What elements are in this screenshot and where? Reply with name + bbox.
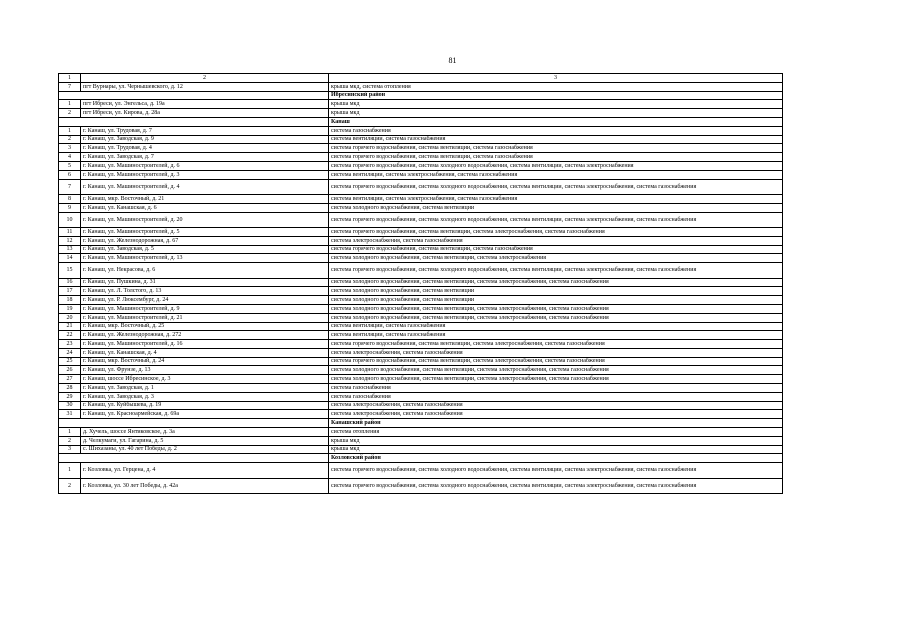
row-address: г. Канаш, ул. Заводская, д. 5 [81,245,329,254]
table-row [59,170,783,179]
data-table [58,73,783,494]
row-systems: крыша мкд [329,445,783,454]
row-systems: система горячего водоснабжения, система вентиляции, система газоснабжения [329,153,783,162]
row-number: 10 [59,212,81,227]
row-address: г. Канаш, ул. Пушкина, д. 31 [81,278,329,287]
table-row [59,384,783,393]
row-address: г. Канаш, ул. Машиностроителей, д. 4 [81,179,329,194]
row-address: г. Канаш, ул. Р. Люксембург, д. 24 [81,296,329,305]
row-address: д. Челкумаги, ул. Гагарина, д. 5 [81,436,329,445]
row-systems: система вентиляции, система газоснабжения [329,331,783,340]
row-number: 28 [59,384,81,393]
row-systems: система горячего водоснабжения, система холодного водоснабжения, система вентиляции, система электроснабжения, система газоснабжения [329,263,783,278]
section-row [59,117,783,126]
row-systems: система отопления [329,428,783,437]
row-systems: система газоснабжения [329,392,783,401]
table-row [59,463,783,478]
table-row [59,82,783,91]
section-empty-cell [59,419,329,428]
table-row [59,296,783,305]
table-row [59,194,783,203]
table-row [59,236,783,245]
row-systems: система горячего водоснабжения, система вентиляции, система газоснабжения [329,245,783,254]
row-address: г. Канаш, ул. Машиностроителей, д. 3 [81,170,329,179]
table-row [59,179,783,194]
row-address: г. Канаш, ул. Железнодорожная, д. 272 [81,331,329,340]
row-number: 16 [59,278,81,287]
table-row [59,227,783,236]
row-number: 21 [59,322,81,331]
table-row [59,161,783,170]
row-number: 11 [59,227,81,236]
row-systems: система вентиляции, система газоснабжения [329,135,783,144]
row-systems: система горячего водоснабжения, система холодного водоснабжения, система вентиляции, система электроснабжения, система газоснабжения [329,179,783,194]
row-address: г. Канаш, ул. Канашская, д. 6 [81,203,329,212]
row-address: г. Канаш, ул. Л. Толстого, д. 13 [81,287,329,296]
row-systems: система холодного водоснабжения, система вентиляции, система электроснабжения, система газоснабжения [329,278,783,287]
row-address: г. Канаш, ул. Машиностроителей, д. 20 [81,212,329,227]
header-cell-systems: 3 [329,74,783,83]
row-address: г. Канаш, ул. Машиностроителей, д. 9 [81,304,329,313]
row-number: 26 [59,366,81,375]
row-number: 1 [59,126,81,135]
row-address: д. Хучель, шоссе Янтиковское, д. 3а [81,428,329,437]
table-row [59,401,783,410]
table-row [59,313,783,322]
section-empty-cell [59,117,329,126]
row-systems: система холодного водоснабжения, система вентиляции, система электроснабжения, система газоснабжения [329,375,783,384]
row-systems: система горячего водоснабжения, система вентиляции, система электроснабжения, система газоснабжения [329,340,783,349]
row-number: 25 [59,357,81,366]
row-number: 15 [59,263,81,278]
row-systems: система горячего водоснабжения, система вентиляции, система газоснабжения [329,144,783,153]
table-row [59,410,783,419]
row-systems: система горячего водоснабжения, система вентиляции, система электроснабжения, система газоснабжения [329,227,783,236]
table-row [59,340,783,349]
section-row [59,419,783,428]
table-row [59,436,783,445]
table-row [59,153,783,162]
row-systems: крыша мкд [329,436,783,445]
row-number: 2 [59,436,81,445]
table-row [59,203,783,212]
header-row [59,74,783,83]
row-address: г. Канаш, ул. Железнодорожная, д. 67 [81,236,329,245]
row-systems: система вентиляции, система электроснабжения, система газоснабжения [329,170,783,179]
row-number: 30 [59,401,81,410]
row-address: г. Канаш, ул. Машиностроителей, д. 16 [81,340,329,349]
table-row [59,357,783,366]
section-row [59,91,783,100]
section-row [59,454,783,463]
table-row [59,322,783,331]
row-number: 18 [59,296,81,305]
row-number: 1 [59,428,81,437]
row-systems: система холодного водоснабжения, система вентиляции, система электроснабжения [329,254,783,263]
row-address: г. Канаш, ул. Трудовая, д. 4 [81,144,329,153]
row-number: 17 [59,287,81,296]
row-number: 6 [59,170,81,179]
table-row [59,348,783,357]
table-row [59,109,783,118]
header-cell-number: 1 [59,74,81,83]
row-number: 24 [59,348,81,357]
row-address: г. Козловка, ул. Герцена, д. 4 [81,463,329,478]
row-systems: крыша мкд, система отопления [329,82,783,91]
table-row [59,331,783,340]
table-row [59,100,783,109]
row-number: 3 [59,445,81,454]
row-address: г. Канаш, ул. Заводская, д. 3 [81,392,329,401]
row-systems: система холодного водоснабжения, система вентиляции [329,287,783,296]
table-row [59,144,783,153]
header-cell-address: 2 [81,74,329,83]
row-address: г. Канаш, шоссе Ибресинское, д. 3 [81,375,329,384]
row-address: г. Канаш, мкр. Восточный, д. 24 [81,357,329,366]
row-systems: система вентиляции, система электроснабжения, система газоснабжения [329,194,783,203]
section-title: Канаш [329,117,783,126]
row-systems: система горячего водоснабжения, система холодного водоснабжения, система вентиляции, система электроснабжения, система газоснабжения [329,478,783,493]
row-number: 12 [59,236,81,245]
section-title: Козловский район [329,454,783,463]
row-address: пгт Вурнары, ул. Чернышевского, д. 12 [81,82,329,91]
table-row [59,304,783,313]
table-row [59,245,783,254]
row-address: г. Козловка, ул. 30 лет Победы, д. 42а [81,478,329,493]
table-row [59,126,783,135]
row-systems: крыша мкд [329,100,783,109]
row-number: 4 [59,153,81,162]
row-systems: система вентиляции, система газоснабжения [329,322,783,331]
row-systems: система электроснабжения, система газоснабжения [329,348,783,357]
row-address: г. Канаш, ул. Заводская, д. 1 [81,384,329,393]
row-systems: система электроснабжения, система газоснабжения [329,410,783,419]
row-address: пгт Ибреси, ул. Кирова, д. 28а [81,109,329,118]
row-number: 2 [59,135,81,144]
row-address: г. Канаш, ул. Заводская, д. 9 [81,135,329,144]
row-number: 5 [59,161,81,170]
row-number: 14 [59,254,81,263]
row-systems: система электроснабжения, система газоснабжения [329,236,783,245]
row-number: 9 [59,203,81,212]
row-number: 2 [59,478,81,493]
row-address: г. Канаш, ул. Машиностроителей, д. 5 [81,227,329,236]
row-address: г. Канаш, мкр. Восточный, д. 21 [81,194,329,203]
row-number: 29 [59,392,81,401]
row-address: г. Канаш, ул. Машиностроителей, д. 6 [81,161,329,170]
table-row [59,478,783,493]
row-systems: система холодного водоснабжения, система вентиляции, система электроснабжения, система газоснабжения [329,304,783,313]
row-address: г. Канаш, ул. Канашская, д. 4 [81,348,329,357]
table-row [59,375,783,384]
row-systems: система газоснабжения [329,384,783,393]
row-systems: система холодного водоснабжения, система вентиляции, система электроснабжения, система газоснабжения [329,366,783,375]
row-address: г. Канаш, мкр. Восточный, д. 25 [81,322,329,331]
row-address: с. Шихазаны, ул. 40 лет Победы, д. 2 [81,445,329,454]
row-number: 3 [59,144,81,153]
table-row [59,287,783,296]
row-systems: система холодного водоснабжения, система вентиляции, система электроснабжения, система газоснабжения [329,313,783,322]
row-systems: система электроснабжения, система газоснабжения [329,401,783,410]
row-address: г. Канаш, ул. Красноармейская, д. 69а [81,410,329,419]
table-row [59,428,783,437]
table-row [59,392,783,401]
row-number: 1 [59,100,81,109]
row-address: г. Канаш, ул. Заводская, д. 7 [81,153,329,162]
row-address: г. Канаш, ул. Некрасова, д. 6 [81,263,329,278]
section-title: Ибресинский район [329,91,783,100]
row-systems: система горячего водоснабжения, система холодного водоснабжения, система вентиляции, система электроснабжения [329,161,783,170]
row-systems: система холодного водоснабжения, система вентиляции [329,203,783,212]
row-number: 27 [59,375,81,384]
table-row [59,254,783,263]
row-address: г. Канаш, ул. Трудовая, д. 7 [81,126,329,135]
table-row [59,212,783,227]
row-systems: система горячего водоснабжения, система холодного водоснабжения, система вентиляции, система электроснабжения, система газоснабжения [329,212,783,227]
row-number: 19 [59,304,81,313]
table-row [59,135,783,144]
row-number: 31 [59,410,81,419]
table-row [59,445,783,454]
row-address: г. Канаш, ул. Фрунзе, д. 13 [81,366,329,375]
row-number: 13 [59,245,81,254]
row-number: 1 [59,463,81,478]
row-address: г. Канаш, ул. Машиностроителей, д. 13 [81,254,329,263]
page-number: 81 [448,56,457,65]
section-empty-cell [59,454,329,463]
row-number: 8 [59,194,81,203]
row-systems: система газоснабжения [329,126,783,135]
section-title: Канашский район [329,419,783,428]
table-row [59,263,783,278]
row-address: г. Канаш, ул. Куйбышева, д. 19 [81,401,329,410]
row-systems: крыша мкд [329,109,783,118]
row-address: пгт Ибреси, ул. Энгельса, д. 19а [81,100,329,109]
table-body [59,74,783,494]
row-number: 7 [59,82,81,91]
row-systems: система горячего водоснабжения, система холодного водоснабжения, система вентиляции, система электроснабжения, система газоснабжения [329,463,783,478]
row-number: 22 [59,331,81,340]
row-number: 23 [59,340,81,349]
row-number: 20 [59,313,81,322]
row-address: г. Канаш, ул. Машиностроителей, д. 21 [81,313,329,322]
row-number: 7 [59,179,81,194]
row-number: 2 [59,109,81,118]
section-empty-cell [59,91,329,100]
row-systems: система холодного водоснабжения, система вентиляции [329,296,783,305]
row-systems: система горячего водоснабжения, система вентиляции, система электроснабжения, система газоснабжения [329,357,783,366]
table-row [59,278,783,287]
table-row [59,366,783,375]
